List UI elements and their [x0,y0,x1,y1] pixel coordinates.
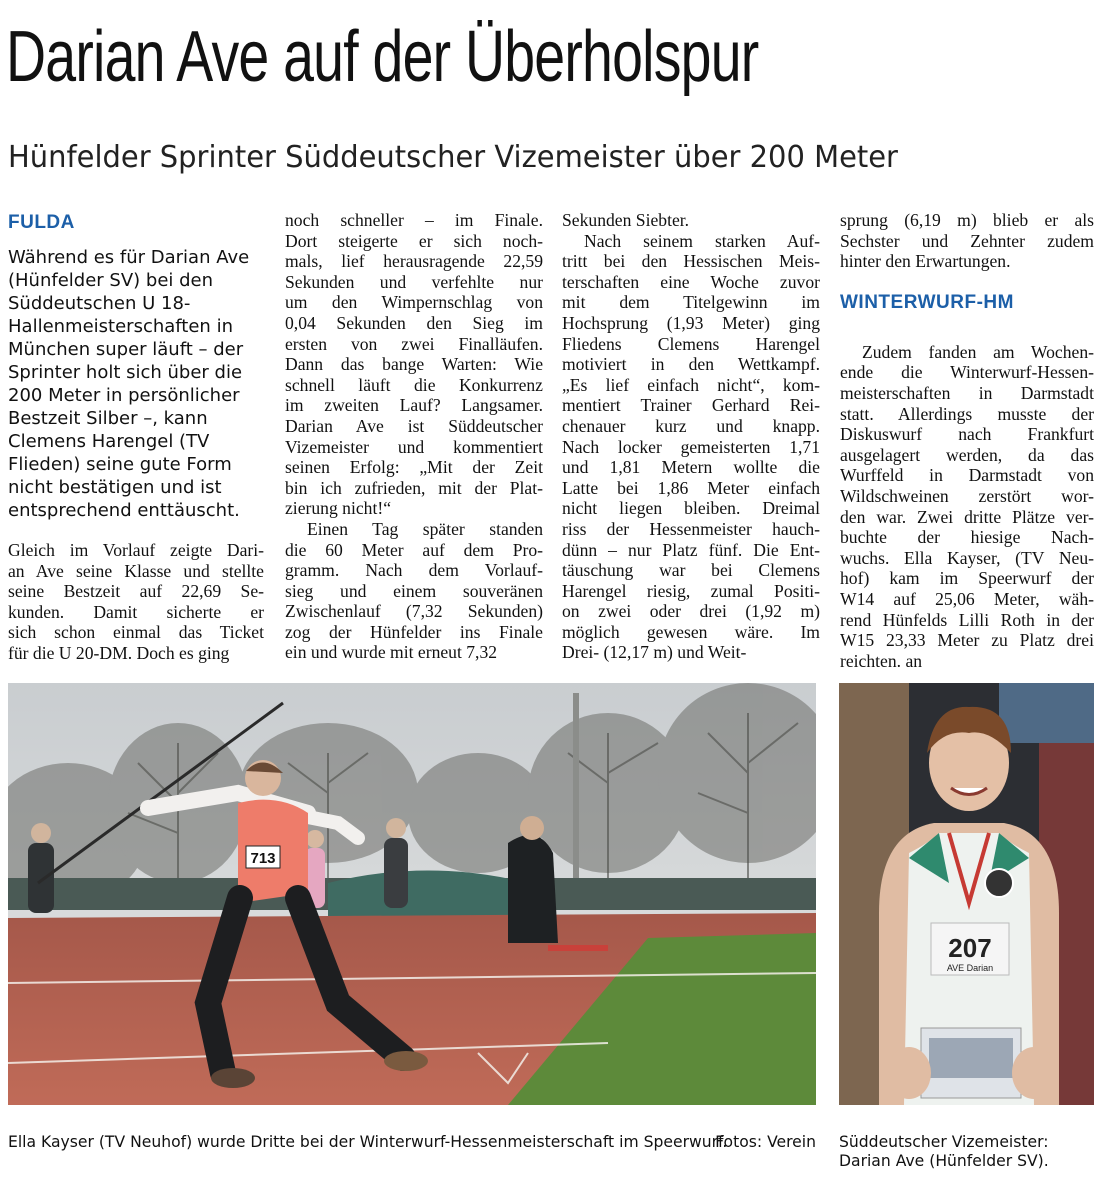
background-banner [999,683,1094,743]
text-line: buchte der hiesige Nach- [840,527,1094,548]
bib-number-713: 713 [250,850,276,867]
body-lines-c2a [285,210,543,519]
photo-javelin-thrower [8,683,816,1105]
text-line: rend Hünfelds Lilli Roth in der [840,609,1094,630]
text-line: Diskuswurf nach Frankfurt [840,424,1094,445]
body-lines-c1 [8,540,264,664]
article-column-1 [8,208,264,664]
text-line: noch schneller – im Finale. [285,210,543,230]
text-line: Dann das bange Warten: Wie [285,354,543,375]
text-line: riss der Hessenmeister hauch- [562,518,820,539]
caption-javelin [8,1133,816,1152]
body-lines-c4a [840,210,1094,272]
photo-portrait-darian [839,683,1094,1105]
text-line: zog der Hünfelder ins Finale [285,621,543,642]
text-line: Einen Tag später standen [307,518,543,539]
text-line: „Es lief einfach nicht“, kom- [562,374,820,395]
article-column-4 [840,210,1094,671]
text-line: ersten von zwei Finalläufen. [285,333,543,354]
text-line: W14 auf 25,06 Meter, wäh- [840,588,1094,609]
text-line: W15 23,33 Meter zu Platz drei [840,630,1094,651]
text-line: reichten. an [840,650,923,671]
text-line: dünn – nur Platz fünf. Die Ent- [562,539,820,560]
text-line: möglich gewesen wäre. Im [562,621,820,642]
text-line: ausgelagert werden, da das [840,444,1094,465]
text-line: mals, lief herausragende 22,59 [285,251,543,272]
text-line: hof) kam im Speerwurf der [840,568,1094,589]
text-line: statt. Allerdings musste der [840,403,1094,424]
kicker-section: WINTERWURF-HM [840,291,1014,313]
text-line: sprung (6,19 m) blieb er als [840,210,1094,230]
article-column-2 [285,210,543,663]
body-lines-c3a [562,210,820,231]
text-line: motiviert in den Wettkampf. [562,354,820,375]
caption-portrait: Süddeutscher Vizemeister: Darian Ave (Hünfelder SV). [839,1133,1049,1170]
caption-javelin-text: Ella Kayser (TV Neuhof) wurde Dritte bei der Winterwurf-Hessenmeisterschaft im Speerwurf. [8,1133,728,1151]
text-line: für die U 20-DM. Doch es ging [8,642,230,663]
text-line: meisterschaften in Darmstadt [840,382,1094,403]
text-line: ende die Winterwurf-Hessen- [840,362,1094,383]
text-line: Latte bei 1,86 Meter einfach [562,477,820,498]
text-line: 0,04 Sekunden den Sieg im [285,312,543,333]
text-line: Wildschweinen zerstört wor- [840,485,1094,506]
text-line: sich schon einmal das Ticket [8,622,264,643]
text-line: terschaften eine Woche zuvor [562,271,820,292]
text-line: Nach seinem starken Auf- [584,230,820,251]
club-logo [985,869,1013,897]
text-line: um den Wimpernschlag von [285,292,543,313]
text-line: täuschung war bei Clemens [562,560,820,581]
article-column-3 [562,210,820,663]
text-line: sieg und einem souveränen [285,580,543,601]
text-line: an Ave seine Klasse und stellte [8,560,264,581]
text-line: tritt bei den Hessischen Meis- [562,251,820,272]
photo-credit: Fotos: Verein [715,1133,816,1151]
text-line: Drei- (12,17 m) und Weit- [562,642,747,663]
text-line: bin ich zufrieden, mit der Plat- [285,477,543,498]
lead-paragraph: Während es für Darian Ave (Hünfelder SV) bei den Süddeutschen U 18-Hallenmeisterschaften in München super läuft – der Sprinter holt sich über die 200 Meter in persönlicher Bestzeit Silber –, kann Clemens Harengel (TV Flieden) seine gute Form nicht bestätigen und ist entsprechend enttäuscht. [8,247,250,521]
text-line: Dort steigerte er sich noch- [285,230,543,251]
bib-number-207: 207 [948,933,992,963]
text-line: hinter den Erwartungen. [840,251,1011,272]
text-line: gramm. Nach dem Vorlauf- [285,560,543,581]
text-line: Sechster und Zehnter zudem [840,230,1094,251]
text-line: zierung nicht!“ [285,498,392,519]
text-line: schnell läuft die Konkurrenz [285,374,543,395]
text-line: Zwischenlauf (7,32 Sekunden) [285,601,543,622]
text-line: nicht liegen bleiben. Dreimal [562,498,820,519]
text-line: seinen Erfolg: „Mit der Zeit [285,457,543,478]
pole [573,693,579,893]
headline: Darian Ave auf der Überholspur [6,17,759,97]
text-line: seine Bestzeit auf 22,69 Se- [8,581,264,602]
text-line: Sekunden und verfehlte nur [285,271,543,292]
body-lines-c2b [285,519,543,663]
body-lines-c4b [840,342,1094,672]
text-line: Sekunden Siebter. [562,210,690,230]
text-line: Fliedens Clemens Harengel [562,333,820,354]
text-line: und 1,81 Metern wollte die [562,457,820,478]
subheadline: Hünfelder Sprinter Süddeutscher Vizemeister über 200 Meter [8,140,898,175]
text-line: on zwei oder drei (1,92 m) [562,601,820,622]
photo-javelin-illustration [8,683,816,1105]
text-line: Zudem fanden am Wochen- [862,341,1094,362]
text-line: Darian Ave ist Süddeutscher [285,415,543,436]
text-line: mentiert Trainer Gerhard Rei- [562,395,820,416]
text-line: den war. Zwei dritte Plätze ver- [840,506,1094,527]
text-line: Wurffeld in Darmstadt von [840,465,1094,486]
photo-portrait-illustration [839,683,1094,1105]
hurdle [548,945,608,951]
text-line: chenauer kurz und knapp. [562,415,820,436]
text-line: kunden. Damit sicherte er [8,601,264,622]
text-line: mit dem Titelgewinn im [562,292,820,313]
text-line: Vizemeister und kommentiert [285,436,543,457]
text-line: Gleich im Vorlauf zeigte Dari- [8,540,264,560]
body-lines-c3b [562,231,820,663]
text-line: wuchs. Ella Kayser, (TV Neu- [840,547,1094,568]
text-line: Harengel riesig, zumal Positi- [562,580,820,601]
kicker-location: FULDA [8,212,75,233]
text-line: Nach locker gemeisterten 1,71 [562,436,820,457]
text-line: Hochsprung (1,93 Meter) ging [562,312,820,333]
text-line: die 60 Meter auf dem Pro- [285,539,543,560]
text-line: ein und wurde mit erneut 7,32 [285,642,498,663]
bib-name: AVE Darian [946,963,994,973]
text-line: im zweiten Lauf? Langsamer. [285,395,543,416]
